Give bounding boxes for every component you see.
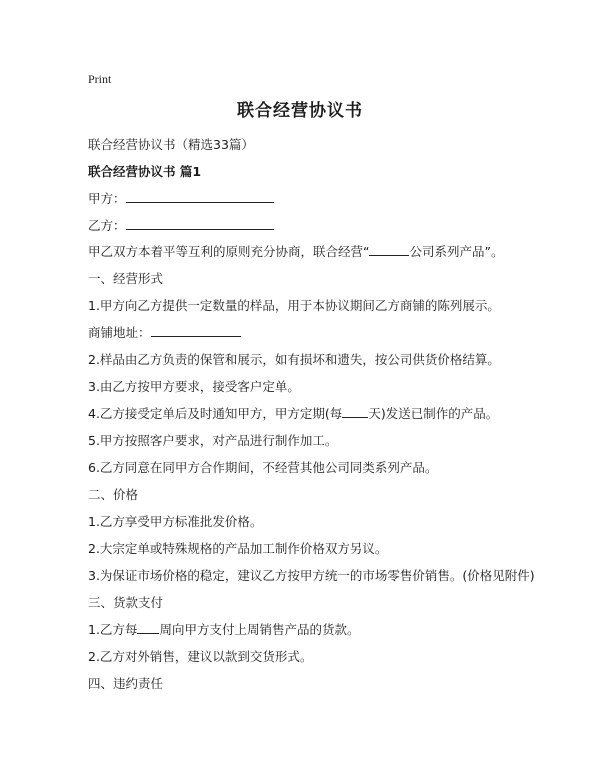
clause-3-1-blank — [137, 622, 159, 634]
heading-price: 二、价格 — [88, 487, 139, 502]
heading-liability: 四、违约责任 — [88, 676, 164, 691]
document-title: 联合经营协议书 — [237, 101, 363, 121]
clause-3-1 — [88, 620, 359, 638]
party-b-label: 乙方： — [88, 218, 126, 233]
heading-business-form: 一、经营形式 — [88, 271, 164, 286]
clause-1-4-before: 4.乙方接受定单后及时通知甲方，甲方定期(每 — [88, 406, 343, 421]
clause-1-2: 2.样品由乙方负责的保管和展示，如有损坏和遗失，按公司供货价格结算。 — [88, 352, 500, 367]
intro-text-before: 甲乙双方本着平等互利的原则充分协商，联合经营“ — [88, 244, 370, 259]
clause-1-5: 5.甲方按照客户要求，对产品进行制作加工。 — [88, 433, 338, 448]
section-title: 联合经营协议书 篇1 — [88, 164, 202, 179]
clause-2-1: 1.乙方享受甲方标准批发价格。 — [88, 514, 263, 529]
shop-address-blank — [151, 324, 241, 337]
clause-2-3: 3.为保证市场价格的稳定，建议乙方按甲方统一的市场零售价销售。(价格见附件) — [88, 568, 535, 583]
clause-3-1-before: 1.乙方每 — [88, 622, 138, 637]
heading-payment: 三、货款支付 — [88, 595, 164, 610]
clause-1-6: 6.乙方同意在同甲方合作期间，不经营其他公司同类系列产品。 — [88, 460, 438, 475]
clause-1-3: 3.由乙方按甲方要求，接受客户定单。 — [88, 379, 300, 394]
clause-3-1-after: 周向甲方支付上周销售产品的货款。 — [159, 622, 360, 637]
shop-address-label: 商铺地址： — [88, 325, 151, 340]
clause-1-4-after: 天)发送已制作的产品。 — [368, 406, 499, 421]
print-label[interactable]: Print — [88, 72, 112, 86]
clause-1-1: 1.甲方向乙方提供一定数量的样品，用于本协议期间乙方商铺的陈列展示。 — [88, 298, 500, 313]
party-b-line — [88, 216, 274, 234]
shop-address-line — [88, 323, 241, 341]
party-a-label: 甲方： — [88, 191, 126, 206]
document-subtitle: 联合经营协议书（精选33篇） — [88, 137, 254, 152]
intro-text-after: 公司系列产品”。 — [409, 244, 504, 259]
intro-blank — [369, 244, 409, 256]
party-a-blank — [126, 190, 274, 203]
party-b-blank — [126, 217, 274, 230]
clause-1-4 — [88, 404, 498, 422]
clause-1-4-blank — [342, 406, 368, 418]
clause-2-2: 2.大宗定单或特殊规格的产品加工制作价格双方另议。 — [88, 541, 388, 556]
party-a-line — [88, 189, 274, 207]
clause-3-2: 2.乙方对外销售，建议以款到交货形式。 — [88, 649, 313, 664]
intro-paragraph — [88, 242, 503, 260]
